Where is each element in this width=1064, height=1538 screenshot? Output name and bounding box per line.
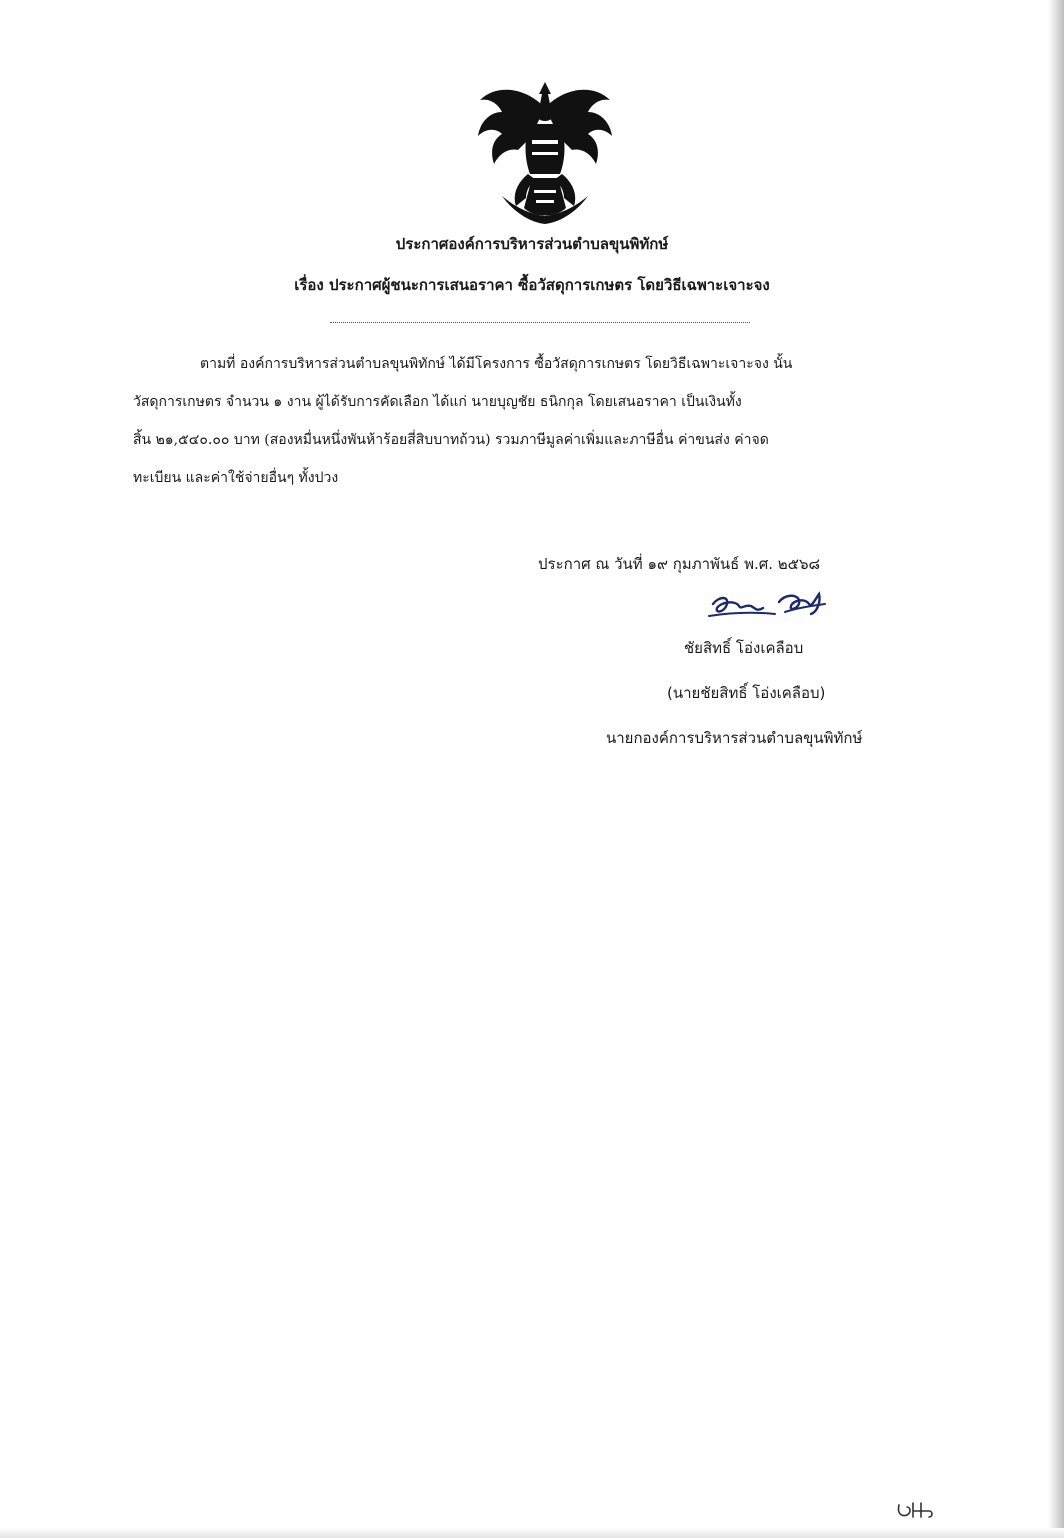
document-subject: เรื่อง ประกาศผู้ชนะการเสนอราคา ซื้อวัสดุการเกษตร โดยวิธีเฉพาะเจาะจง	[294, 276, 770, 294]
body-line-4: ทะเบียน และค่าใช้จ่ายอื่นๆ ทั้งปวง	[133, 470, 339, 486]
signer-full-name: (นายชัยสิทธิ์ โอ่งเคลือบ)	[667, 684, 826, 702]
handwritten-signature	[705, 590, 829, 624]
body-line-2: วัสดุการเกษตร จำนวน ๑ งาน ผู้ได้รับการคัดเลือก ได้แก่ นายบุญชัย ธนิกกุล โดยเสนอราคา เป็นเงินทั้ง	[133, 394, 742, 410]
body-line-3: สิ้น ๒๑,๕๔๐.๐๐ บาท (สองหมื่นหนึ่งพันห้าร้อยสี่สิบบาทถ้วน) รวมภาษีมูลค่าเพิ่มและภาษีอื่น ค่าขนส่ง ค่าจด	[133, 432, 769, 448]
divider	[330, 322, 750, 323]
page-bottom-shadow	[0, 1528, 1064, 1538]
handwritten-page-mark	[893, 1497, 943, 1523]
signer-name: ชัยสิทธิ์ โอ่งเคลือบ	[684, 639, 804, 657]
body-line-1: ตามที่ องค์การบริหารส่วนตำบลขุนพิทักษ์ ได้มีโครงการ ซื้อวัสดุการเกษตร โดยวิธีเฉพาะเจาะจง นั้น	[200, 356, 793, 372]
document-title: ประกาศองค์การบริหารส่วนตำบลขุนพิทักษ์	[395, 235, 669, 253]
announcement-date: ประกาศ ณ วันที่ ๑๙ กุมภาพันธ์ พ.ศ. ๒๕๖๘	[538, 555, 821, 573]
garuda-emblem-icon	[472, 78, 618, 226]
signer-position: นายกองค์การบริหารส่วนตำบลขุนพิทักษ์	[606, 729, 863, 747]
page-edge-shadow	[1048, 0, 1064, 1538]
